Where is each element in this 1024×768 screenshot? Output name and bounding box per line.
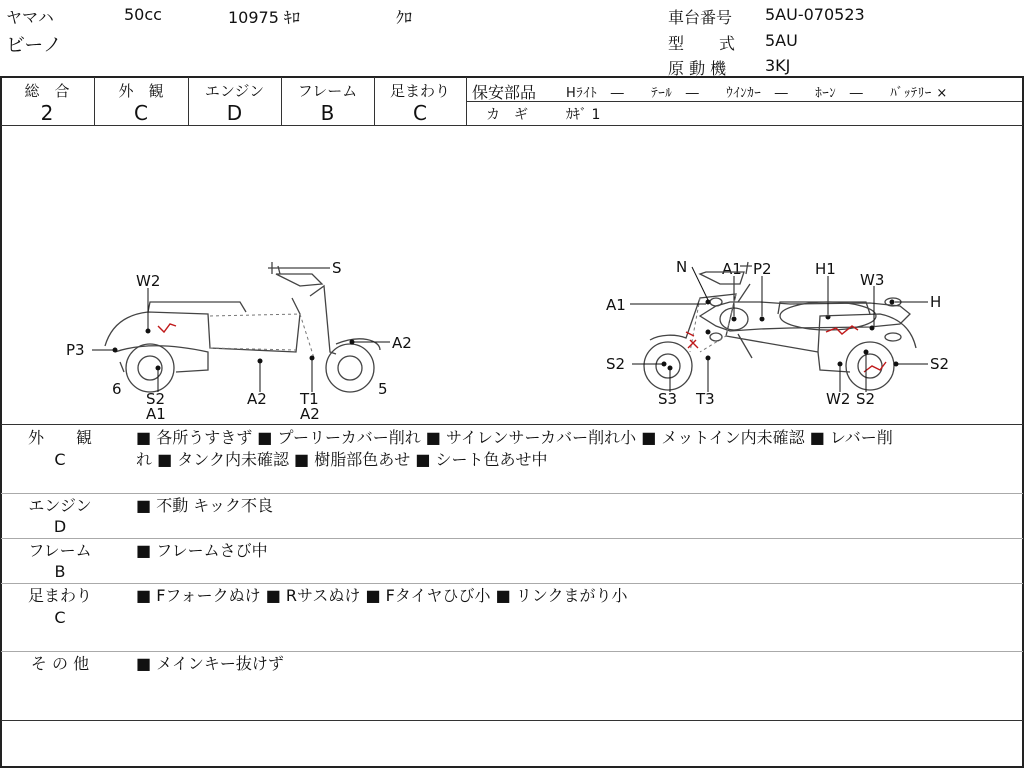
section-exterior-label: 外 観 (27, 428, 92, 447)
section-engine-grade: D (53, 517, 67, 536)
grade-overall-label: 総 合 (24, 82, 70, 100)
chassis-label: 車台番号 (668, 8, 733, 27)
label-n: N (676, 258, 688, 276)
label-a1-right: A1 (606, 296, 626, 314)
label-w3: W3 (860, 271, 885, 289)
grade-exterior (94, 80, 188, 125)
label-a1-top: A1 (722, 260, 742, 278)
label-a2-low: A2 (300, 405, 320, 423)
label-s2-right-rear: S2 (856, 390, 876, 408)
key-label: カ ギ (486, 107, 528, 123)
section-engine-label: エンジン (28, 496, 92, 515)
grade-engine (188, 80, 281, 125)
safety-items: Hﾗｲﾄ ― ﾃｰﾙ ― ｳｲﾝｶｰ ― ﾎｰﾝ ― ﾊﾞｯﾃﾘｰ × (566, 86, 948, 101)
grade-exterior-label: 外 観 (118, 82, 164, 100)
grade-frame-label: フレーム (297, 82, 358, 100)
section-suspension-label: 足まわり (27, 586, 92, 605)
label-h1: H1 (815, 260, 836, 278)
grade-suspension (374, 80, 466, 125)
section-frame-grade: B (54, 562, 66, 581)
label-h: H (930, 293, 942, 311)
grade-suspension-value: C (413, 101, 427, 125)
section-frame-label: フレーム (28, 541, 92, 560)
label-s2-right-front: S2 (606, 355, 626, 373)
grade-overall-value: 2 (40, 101, 54, 125)
grade-suspension-label: 足まわり (389, 82, 450, 100)
label-a2-mid: A2 (247, 390, 267, 408)
engine-value: 3KJ (765, 56, 791, 75)
grade-engine-value: D (226, 101, 243, 125)
type-label: 型 式 (668, 34, 737, 53)
label-6: 6 (112, 380, 122, 398)
grade-exterior-value: C (134, 101, 148, 125)
label-t1: T1 (300, 390, 319, 408)
label-w2-left: W2 (136, 272, 161, 290)
displacement: 50cc (124, 5, 162, 24)
maker: ヤマハ (6, 8, 54, 27)
label-p3: P3 (66, 341, 85, 359)
label-s3: S3 (658, 390, 678, 408)
section-other-text: ■ メインキー抜けず (136, 654, 284, 673)
chassis-number: 5AU-070523 (765, 5, 865, 24)
label-s2-left: S2 (146, 390, 166, 408)
label-t3: T3 (696, 390, 715, 408)
section-other-label: そ の 他 (30, 654, 90, 673)
grade-overall (0, 80, 94, 125)
model-name: ビーノ (6, 34, 62, 56)
grade-engine-label: エンジン (204, 82, 265, 100)
label-a2-front: A2 (392, 334, 412, 352)
color: ｸﾛ (396, 8, 413, 27)
grade-frame (281, 80, 374, 125)
key-value: ｶｷﾞ 1 (566, 107, 601, 123)
label-s2-right-side: S2 (930, 355, 950, 373)
type-value: 5AU (765, 31, 798, 50)
section-exterior-grade: C (54, 450, 66, 469)
safety-title: 保安部品 (472, 83, 537, 102)
mileage: 10975 ｷﾛ (228, 8, 300, 27)
damage-diagram (0, 126, 1024, 424)
scooter-top-view (700, 276, 928, 358)
section-frame-text: ■ フレームさび中 (136, 541, 268, 560)
section-engine-text: ■ 不動 キック不良 (136, 496, 273, 515)
label-p2: P2 (753, 260, 772, 278)
label-5: 5 (378, 380, 388, 398)
engine-label: 原 動 機 (668, 59, 727, 78)
section-suspension-text: ■ Fフォークぬけ ■ Rサスぬけ ■ Fタイヤひび小 ■ リンクまがり小 (136, 586, 628, 605)
section-exterior-text-2: れ ■ タンク内未確認 ■ 樹脂部色あせ ■ シート色あせ中 (136, 450, 548, 469)
section-suspension-grade: C (54, 608, 66, 627)
label-a1-left: A1 (146, 405, 166, 423)
section-exterior-text: ■ 各所うすきず ■ プーリーカバー削れ ■ サイレンサーカバー削れ小 ■ メットイン内未確認 ■ レバー削 (136, 428, 893, 447)
grade-frame-value: B (320, 101, 335, 125)
label-s: S (332, 259, 342, 277)
label-w2-right: W2 (826, 390, 851, 408)
